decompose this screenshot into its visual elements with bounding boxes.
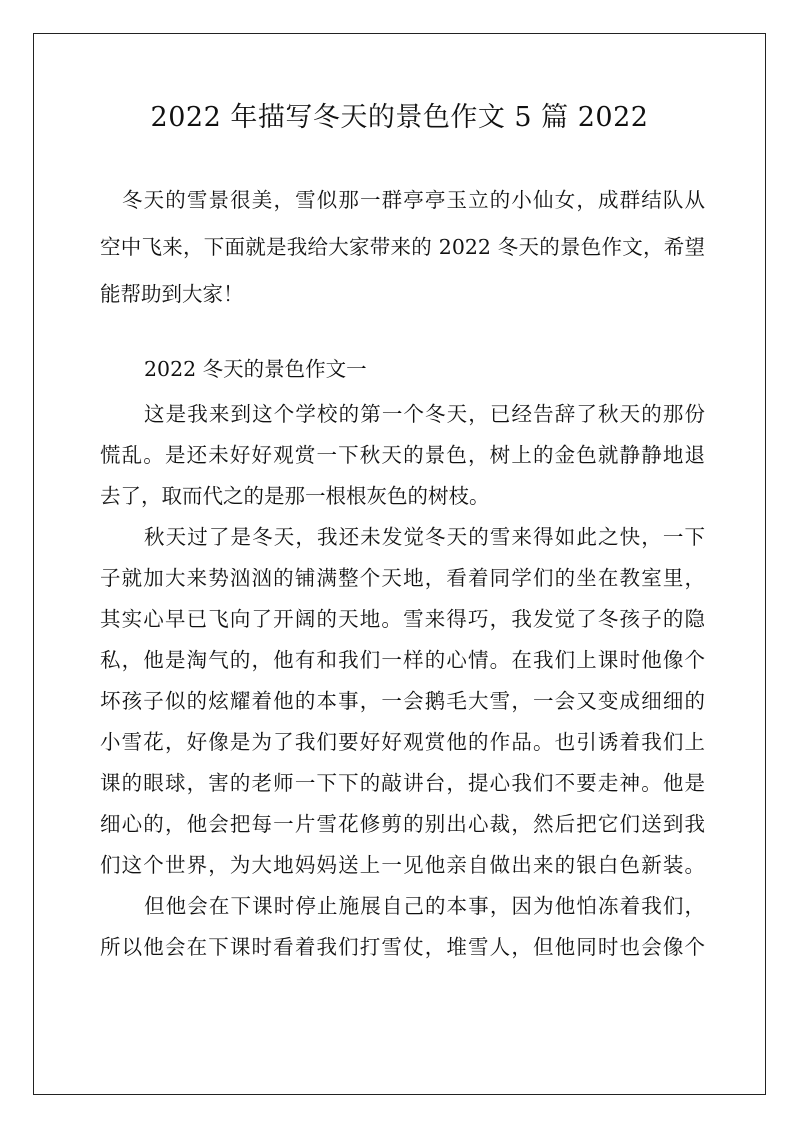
intro-line: 冬天的雪景很美，雪似那一群亭亭玉立的小仙女，成群结队从: [122, 188, 705, 212]
document-title: 2022 年描写冬天的景色作文 5 篇 2022: [150, 102, 649, 133]
paragraph-line: 秋天过了是冬天，我还未发觉冬天的雪来得如此之快，一下: [144, 525, 705, 549]
paragraph-line: 其实心早已飞向了开阔的天地。雪来得巧，我发觉了冬孩子的隐: [100, 607, 705, 631]
paragraph-line: 坏孩子似的炫耀着他的本事，一会鹅毛大雪，一会又变成细细的: [100, 689, 705, 713]
paragraph-line: 所以他会在下课时看着我们打雪仗，堆雪人，但他同时也会像个: [100, 935, 705, 959]
paragraph-line: 这是我来到这个学校的第一个冬天，已经告辞了秋天的那份: [144, 402, 705, 426]
intro-line: 能帮助到大家！: [100, 282, 244, 306]
paragraph-line: 去了，取而代之的是那一根根灰色的树枝。: [100, 484, 490, 508]
intro-line: 空中飞来，下面就是我给大家带来的 2022 冬天的景色作文，希望: [100, 235, 705, 259]
paragraph-line: 慌乱。是还未好好观赏一下秋天的景色，树上的金色就静静地退: [100, 443, 705, 467]
paragraph-line: 们这个世界，为大地妈妈送上一见他亲自做出来的银白色新装。: [100, 853, 705, 877]
paragraph-line: 细心的，他会把每一片雪花修剪的别出心裁，然后把它们送到我: [100, 812, 705, 836]
paragraph-line: 课的眼球，害的老师一下下的敲讲台，提心我们不要走神。他是: [100, 771, 705, 795]
paragraph-line: 小雪花，好像是为了我们要好好观赏他的作品。也引诱着我们上: [100, 730, 705, 754]
paragraph-line: 私，他是淘气的，他有和我们一样的心情。在我们上课时他像个: [100, 648, 705, 672]
section-heading: 2022 冬天的景色作文一: [144, 357, 367, 381]
paragraph-line: 但他会在下课时停止施展自己的本事，因为他怕冻着我们，: [144, 894, 705, 918]
paragraph-line: 子就加大来势汹汹的铺满整个天地，看着同学们的坐在教室里，: [100, 566, 705, 590]
